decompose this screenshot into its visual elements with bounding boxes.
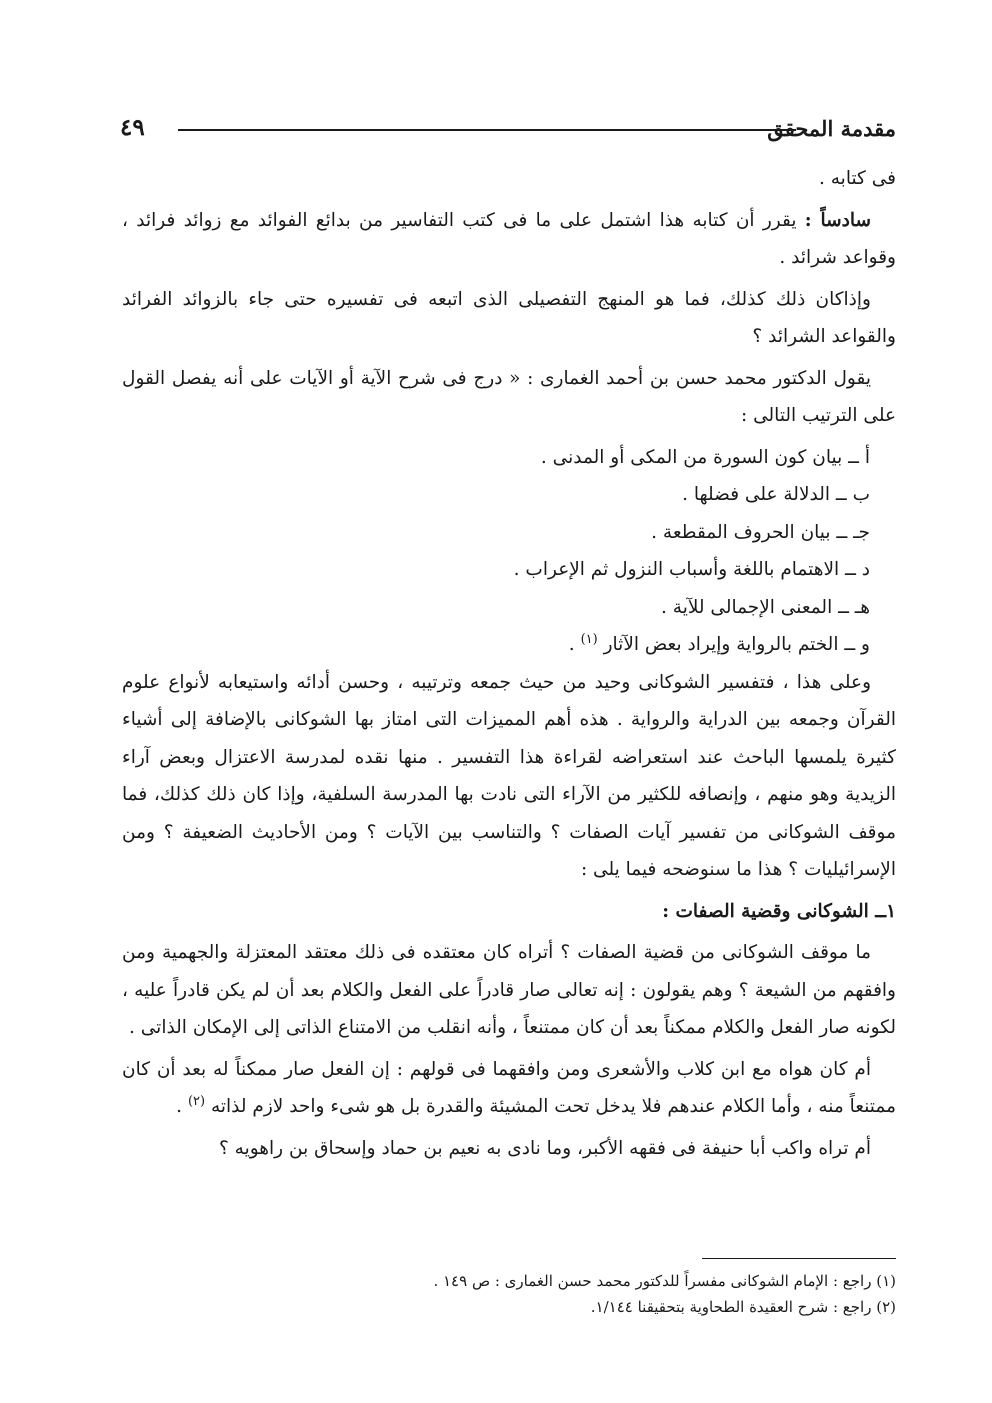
- list-item-text: و ــ الختم بالرواية وإيراد بعض الآثار: [603, 634, 870, 655]
- footnotes: [120, 1268, 896, 1320]
- paragraph-quote: يقول الدكتور محمد حسن بن أحمد الغمارى : « درج فى شرح الآية أو الآيات على أنه يفصل القول على الترتيب التالى :: [122, 367, 896, 426]
- paragraph-sixth: [122, 202, 896, 277]
- footnote-ref: (٢): [187, 1093, 206, 1109]
- main-text: [122, 160, 896, 1171]
- footnote-rule: [702, 1258, 896, 1259]
- paragraph-continuation: فى كتابه .: [819, 168, 896, 189]
- paragraph-text: أم كان هواه مع ابن كلاب والأشعرى ومن وافقهما فى قولهم : إن الفعل صار ممكناً له بعد أن كان ممتنعاً منه ، وأما الكلام عندهم فلا يدخل تحت المشيئة والقدرة بل هو شىء واحد لازم لذاته: [122, 1058, 896, 1117]
- list-item-last: [122, 626, 896, 664]
- paragraph: ما موقف الشوكانى من قضية الصفات ؟ أتراه كان معتقده فى ذلك معتقد المعتزلة والجهمية ومن وافقهم من الشيعة ؟ وهم يقولون : إنه تعالى صار قادراً على الفعل والكلام بعد أن لم يكن قادراً عليه ، لكونه صار الفعل والكلام ممكناً بعد أن كان ممتنعاً ، وأنه انقلب من الامتناع الذاتى إلى الإمكان الذاتى .: [122, 942, 896, 1038]
- section-heading: ١ــ الشوكانى وقضية الصفات :: [662, 900, 896, 922]
- list-item: جـ ــ بيان الحروف المقطعة .: [651, 521, 870, 543]
- paragraph-text: يقرر أن كتابه هذا اشتمل على ما فى كتب التفاسير من بدائع الفوائد مع زوائد فرائد ، وقواعد شرائد .: [122, 209, 896, 268]
- list-item: هـ ــ المعنى الإجمالى للآية .: [661, 596, 870, 618]
- footnote: (٢) راجع : شرح العقيدة الطحاوية بتحقيقنا ١/١٤٤.: [590, 1298, 896, 1316]
- footnote-ref: (١): [580, 631, 598, 647]
- header-rule: [178, 129, 796, 131]
- footnote: (١) راجع : الإمام الشوكانى مفسراً للدكتور محمد حسن الغمارى : ص ١٤٩ .: [433, 1272, 896, 1290]
- list-item: ب ــ الدلالة على فضلها .: [682, 484, 870, 505]
- paragraph: وإذاكان ذلك كذلك، فما هو المنهج التفصيلى الذى اتبعه فى تفسيره حتى جاء بالزوائد الفرائد والقواعد الشرائد ؟: [122, 288, 896, 347]
- paragraph: [122, 1051, 896, 1126]
- paragraph: وعلى هذا ، فتفسير الشوكانى وحيد من حيث جمعه وترتيبه ، وحسن أدائه واستيعابه لأنواع علوم القرآن وجمعه بين الدراية والرواية . هذه أهم المميزات التى امتاز بها الشوكانى بالإضافة إلى أشياء كثيرة يلمسها الباحث عند استعراضه لقراءة هذا التفسير . منها نقده لمدرسة الاعتزال وبعض آراء الزيدية وهو منهم ، وإنصافه للكثير من الآراء التى نادت بها المدرسة السلفية، وإذا كان ذلك كذلك، فما موقف الشوكانى من تفسير آيات الصفات ؟ والتناسب بين الآيات ؟ ومن الأحاديث الضعيفة ؟ ومن الإسرائيليات ؟ هذا ما سنوضحه فيما يلى :: [122, 671, 896, 880]
- page-number: ٤٩: [120, 114, 145, 141]
- paragraph-lead: سادساً :: [804, 209, 871, 231]
- list-item: د ــ الاهتمام باللغة وأسباب النزول ثم الإعراب .: [513, 559, 870, 580]
- list-item: أ ــ بيان كون السورة من المكى أو المدنى .: [540, 446, 870, 468]
- paragraph: أم تراه واكب أبا حنيفة فى فقهه الأكبر، وما نادى به نعيم بن حماد وإسحاق بن راهويه ؟: [218, 1137, 871, 1159]
- list-item-tail: .: [568, 634, 581, 655]
- running-header-title: مقدمة المحقق: [767, 116, 896, 141]
- paragraph-tail: .: [176, 1096, 188, 1117]
